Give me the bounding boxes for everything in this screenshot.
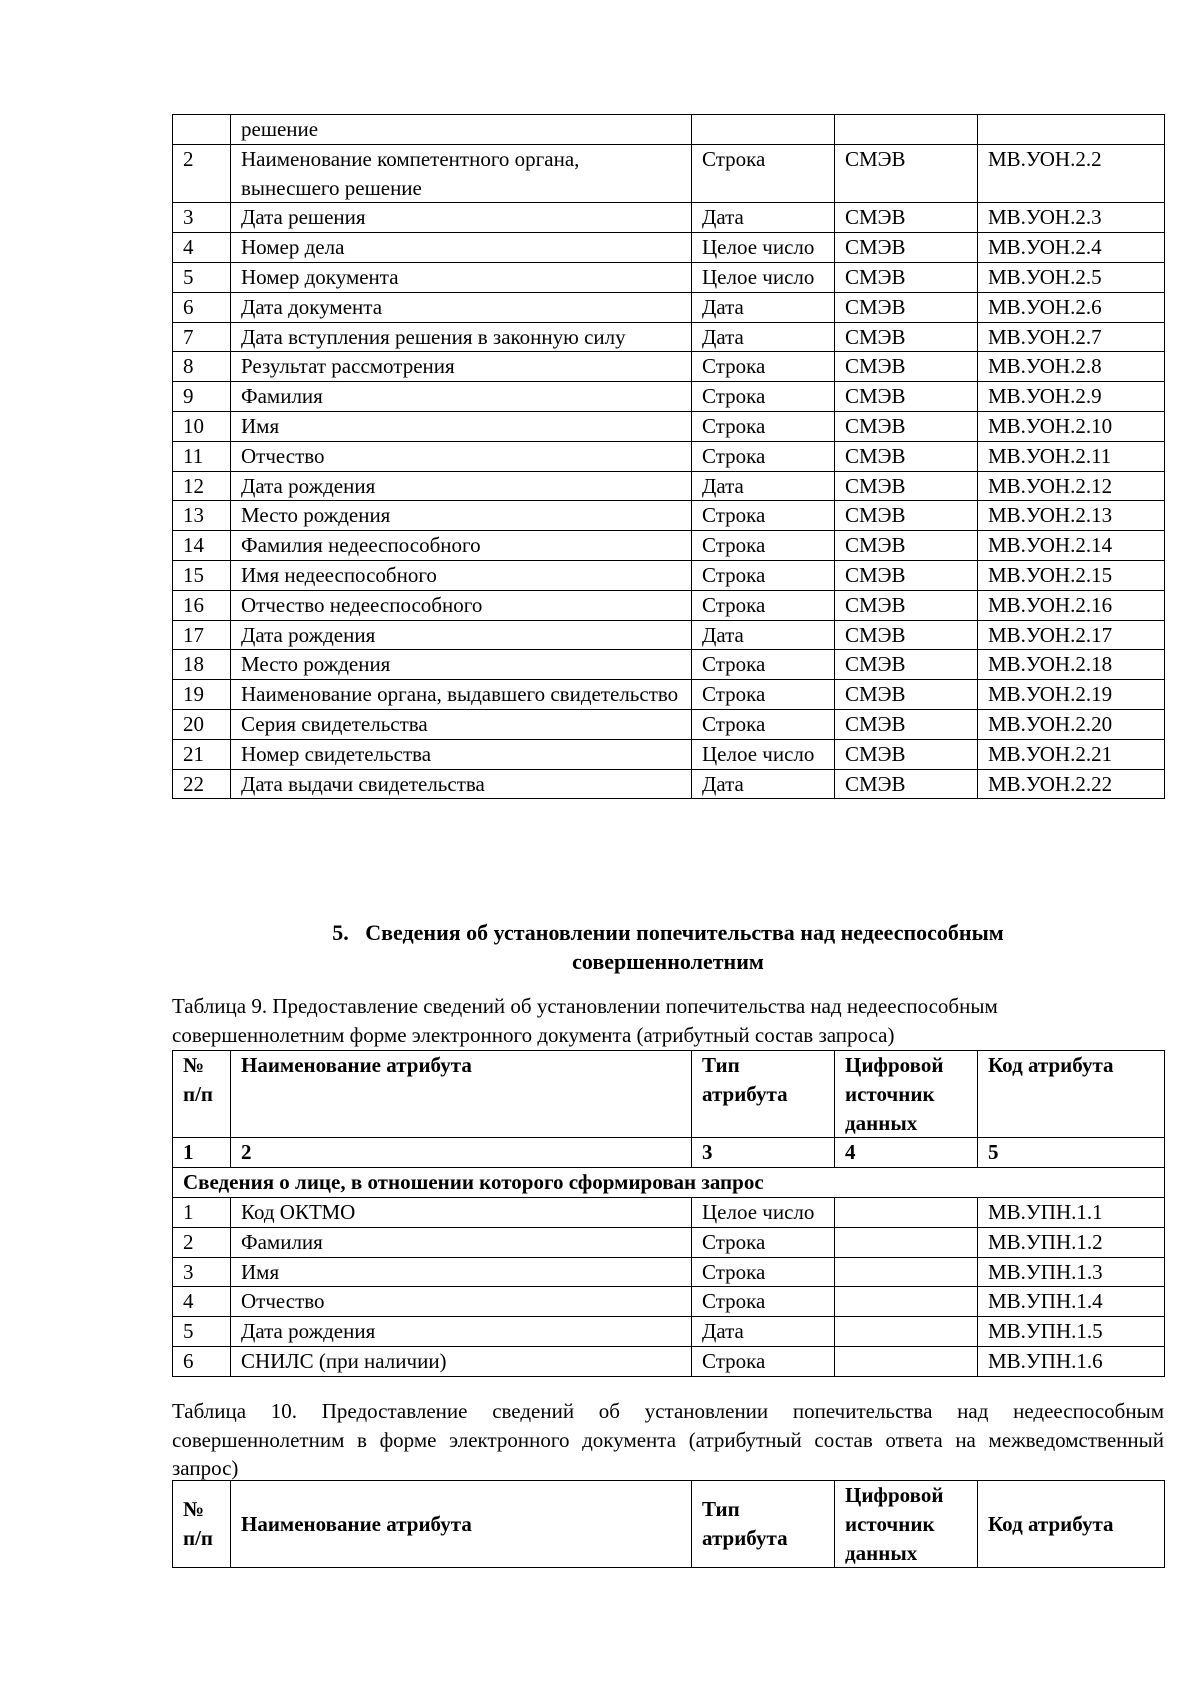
cell-source: СМЭВ	[835, 382, 978, 412]
cell-num	[173, 115, 231, 145]
cell-source: СМЭВ	[835, 531, 978, 561]
table-header-row	[173, 1051, 1165, 1138]
header-code: Код атрибута	[978, 1051, 1165, 1138]
cell-code: МВ.УОН.2.16	[978, 590, 1165, 620]
section-number: 5.	[332, 920, 349, 945]
table-row	[173, 680, 1165, 710]
header-name: Наименование атрибута	[231, 1051, 692, 1138]
cell-name: Дата выдачи свидетельства	[231, 769, 692, 799]
table-9-caption: Таблица 9. Предоставление сведений об установлении попечительства над недееспособным совершеннолетним форме электронного документа (атрибутный состав запроса)	[172, 994, 998, 1047]
cell-source	[835, 1227, 978, 1257]
cell-num: 21	[173, 739, 231, 769]
cell-type: Целое число	[692, 262, 835, 292]
column-number: 1	[173, 1138, 231, 1168]
cell-code: МВ.УОН.2.7	[978, 322, 1165, 352]
cell-num: 9	[173, 382, 231, 412]
cell-source: СМЭВ	[835, 144, 978, 203]
table-row	[173, 590, 1165, 620]
header-name: Наименование атрибута	[231, 1481, 692, 1568]
cell-num: 6	[173, 1346, 231, 1376]
cell-num: 15	[173, 560, 231, 590]
cell-name: Фамилия	[231, 382, 692, 412]
cell-type: Строка	[692, 382, 835, 412]
table-row	[173, 115, 1165, 145]
cell-num: 14	[173, 531, 231, 561]
cell-num: 5	[173, 262, 231, 292]
cell-code: МВ.УОН.2.18	[978, 650, 1165, 680]
cell-code: МВ.УОН.2.15	[978, 560, 1165, 590]
cell-type: Строка	[692, 352, 835, 382]
cell-code: МВ.УОН.2.12	[978, 471, 1165, 501]
header-type: Тип атрибута	[692, 1481, 835, 1568]
cell-num: 19	[173, 680, 231, 710]
cell-type: Дата	[692, 1317, 835, 1347]
cell-num: 22	[173, 769, 231, 799]
cell-code: МВ.УОН.2.9	[978, 382, 1165, 412]
cell-num: 13	[173, 501, 231, 531]
cell-name: Место рождения	[231, 501, 692, 531]
cell-code: МВ.УОН.2.22	[978, 769, 1165, 799]
cell-num: 16	[173, 590, 231, 620]
cell-source	[835, 1287, 978, 1317]
cell-type: Строка	[692, 501, 835, 531]
cell-source: СМЭВ	[835, 769, 978, 799]
table-row	[173, 650, 1165, 680]
cell-code: МВ.УОН.2.8	[978, 352, 1165, 382]
cell-name: Дата решения	[231, 203, 692, 233]
cell-source: СМЭВ	[835, 680, 978, 710]
cell-name: Место рождения	[231, 650, 692, 680]
cell-code: МВ.УПН.1.2	[978, 1227, 1165, 1257]
cell-type: Дата	[692, 769, 835, 799]
table-9	[172, 1050, 1165, 1377]
cell-code: МВ.УОН.2.20	[978, 709, 1165, 739]
table-row	[173, 531, 1165, 561]
column-number: 4	[835, 1138, 978, 1168]
group-title-row	[173, 1168, 1165, 1198]
table-row	[173, 382, 1165, 412]
cell-source: СМЭВ	[835, 441, 978, 471]
cell-type: Строка	[692, 441, 835, 471]
cell-source: СМЭВ	[835, 352, 978, 382]
cell-num: 6	[173, 292, 231, 322]
cell-num: 1	[173, 1197, 231, 1227]
cell-type: Дата	[692, 292, 835, 322]
table-row	[173, 471, 1165, 501]
cell-source: СМЭВ	[835, 411, 978, 441]
cell-source: СМЭВ	[835, 501, 978, 531]
cell-code: МВ.УОН.2.10	[978, 411, 1165, 441]
cell-name: Отчество	[231, 441, 692, 471]
cell-name: Отчество недееспособного	[231, 590, 692, 620]
cell-source	[835, 1257, 978, 1287]
cell-type: Дата	[692, 471, 835, 501]
cell-source: СМЭВ	[835, 471, 978, 501]
cell-name: Имя недееспособного	[231, 560, 692, 590]
column-number: 2	[231, 1138, 692, 1168]
cell-code: МВ.УОН.2.17	[978, 620, 1165, 650]
table-row	[173, 322, 1165, 352]
cell-type: Строка	[692, 411, 835, 441]
cell-type: Строка	[692, 709, 835, 739]
table-row	[173, 144, 1165, 203]
cell-source: СМЭВ	[835, 650, 978, 680]
cell-num: 17	[173, 620, 231, 650]
table-row	[173, 501, 1165, 531]
cell-type: Дата	[692, 203, 835, 233]
cell-code: МВ.УОН.2.3	[978, 203, 1165, 233]
column-number: 3	[692, 1138, 835, 1168]
cell-code: МВ.УПН.1.6	[978, 1346, 1165, 1376]
cell-name: Фамилия	[231, 1227, 692, 1257]
cell-source: СМЭВ	[835, 739, 978, 769]
table-row	[173, 1346, 1165, 1376]
cell-code: МВ.УОН.2.14	[978, 531, 1165, 561]
cell-code: МВ.УОН.2.13	[978, 501, 1165, 531]
table-row	[173, 1197, 1165, 1227]
cell-name: Фамилия недееспособного	[231, 531, 692, 561]
table-header-row	[173, 1481, 1165, 1568]
table-row	[173, 739, 1165, 769]
header-source: Цифровой источник данных	[835, 1051, 978, 1138]
cell-num: 8	[173, 352, 231, 382]
cell-num: 20	[173, 709, 231, 739]
cell-type: Строка	[692, 1257, 835, 1287]
cell-name: Код ОКТМО	[231, 1197, 692, 1227]
table-row	[173, 769, 1165, 799]
section-5-heading	[172, 918, 1164, 976]
cell-code	[978, 115, 1165, 145]
table-row	[173, 203, 1165, 233]
table-row	[173, 1227, 1165, 1257]
cell-num: 12	[173, 471, 231, 501]
cell-source: СМЭВ	[835, 560, 978, 590]
table-row	[173, 709, 1165, 739]
table-10-caption: Таблица 10. Предоставление сведений об установлении попечительства над недееспособным совершеннолетним в форме электронного документа (атрибутный состав ответа на межведомственный запрос)	[172, 1399, 1164, 1480]
table-row	[173, 1287, 1165, 1317]
cell-source: СМЭВ	[835, 292, 978, 322]
table-row	[173, 411, 1165, 441]
cell-type	[692, 115, 835, 145]
table-row	[173, 620, 1165, 650]
cell-name: Имя	[231, 411, 692, 441]
cell-source: СМЭВ	[835, 262, 978, 292]
header-source: Цифровой источник данных	[835, 1481, 978, 1568]
cell-name: Серия свидетельства	[231, 709, 692, 739]
cell-name: Дата рождения	[231, 1317, 692, 1347]
cell-code: МВ.УОН.2.19	[978, 680, 1165, 710]
cell-num: 11	[173, 441, 231, 471]
cell-name: Номер дела	[231, 233, 692, 263]
cell-num: 7	[173, 322, 231, 352]
header-code: Код атрибута	[978, 1481, 1165, 1568]
cell-num: 3	[173, 203, 231, 233]
cell-type: Строка	[692, 144, 835, 203]
cell-code: МВ.УПН.1.5	[978, 1317, 1165, 1347]
cell-code: МВ.УПН.1.3	[978, 1257, 1165, 1287]
table-row	[173, 262, 1165, 292]
cell-type: Строка	[692, 680, 835, 710]
cell-source	[835, 1346, 978, 1376]
cell-type: Дата	[692, 322, 835, 352]
table-row	[173, 1257, 1165, 1287]
table-row	[173, 233, 1165, 263]
cell-source: СМЭВ	[835, 620, 978, 650]
table-row	[173, 441, 1165, 471]
table-10	[172, 1480, 1165, 1568]
cell-name: Номер свидетельства	[231, 739, 692, 769]
cell-name: Имя	[231, 1257, 692, 1287]
group-title: Сведения о лице, в отношении которого сформирован запрос	[173, 1168, 1165, 1198]
section-title-line1: Сведения об установлении попечительства над недееспособным	[365, 920, 1004, 945]
header-num: № п/п	[173, 1481, 231, 1568]
cell-name: Наименование компетентного органа, вынесшего решение	[231, 144, 692, 203]
cell-code: МВ.УПН.1.1	[978, 1197, 1165, 1227]
cell-source: СМЭВ	[835, 709, 978, 739]
cell-type: Строка	[692, 1227, 835, 1257]
cell-num: 2	[173, 1227, 231, 1257]
cell-source: СМЭВ	[835, 590, 978, 620]
column-number-row	[173, 1138, 1165, 1168]
cell-code: МВ.УОН.2.2	[978, 144, 1165, 203]
cell-code: МВ.УОН.2.6	[978, 292, 1165, 322]
table-row	[173, 292, 1165, 322]
cell-type: Целое число	[692, 739, 835, 769]
cell-code: МВ.УПН.1.4	[978, 1287, 1165, 1317]
cell-num: 18	[173, 650, 231, 680]
cell-type: Строка	[692, 1346, 835, 1376]
cell-code: МВ.УОН.2.5	[978, 262, 1165, 292]
cell-source: СМЭВ	[835, 322, 978, 352]
cell-type: Целое число	[692, 1197, 835, 1227]
cell-num: 10	[173, 411, 231, 441]
table-row	[173, 352, 1165, 382]
cell-name: решение	[231, 115, 692, 145]
table-row	[173, 560, 1165, 590]
cell-name: Отчество	[231, 1287, 692, 1317]
cell-name: Дата вступления решения в законную силу	[231, 322, 692, 352]
cell-source	[835, 1317, 978, 1347]
cell-code: МВ.УОН.2.11	[978, 441, 1165, 471]
cell-num: 2	[173, 144, 231, 203]
cell-name: Наименование органа, выдавшего свидетельство	[231, 680, 692, 710]
cell-type: Строка	[692, 650, 835, 680]
cell-type: Строка	[692, 531, 835, 561]
cell-name: Дата рождения	[231, 620, 692, 650]
cell-name: Дата рождения	[231, 471, 692, 501]
cell-name: Результат рассмотрения	[231, 352, 692, 382]
section-title-line2: совершеннолетним	[572, 949, 764, 974]
cell-num: 3	[173, 1257, 231, 1287]
cell-code: МВ.УОН.2.21	[978, 739, 1165, 769]
cell-name: Дата документа	[231, 292, 692, 322]
cell-source	[835, 115, 978, 145]
cell-code: МВ.УОН.2.4	[978, 233, 1165, 263]
header-type: Тип атрибута	[692, 1051, 835, 1138]
cell-name: СНИЛС (при наличии)	[231, 1346, 692, 1376]
table-row	[173, 1317, 1165, 1347]
cell-source	[835, 1197, 978, 1227]
table-8-continuation	[172, 114, 1165, 799]
cell-name: Номер документа	[231, 262, 692, 292]
cell-type: Строка	[692, 590, 835, 620]
cell-type: Строка	[692, 1287, 835, 1317]
cell-type: Целое число	[692, 233, 835, 263]
cell-num: 4	[173, 1287, 231, 1317]
cell-num: 4	[173, 233, 231, 263]
cell-type: Дата	[692, 620, 835, 650]
cell-source: СМЭВ	[835, 203, 978, 233]
cell-type: Строка	[692, 560, 835, 590]
cell-source: СМЭВ	[835, 233, 978, 263]
column-number: 5	[978, 1138, 1165, 1168]
header-num: № п/п	[173, 1051, 231, 1138]
cell-num: 5	[173, 1317, 231, 1347]
